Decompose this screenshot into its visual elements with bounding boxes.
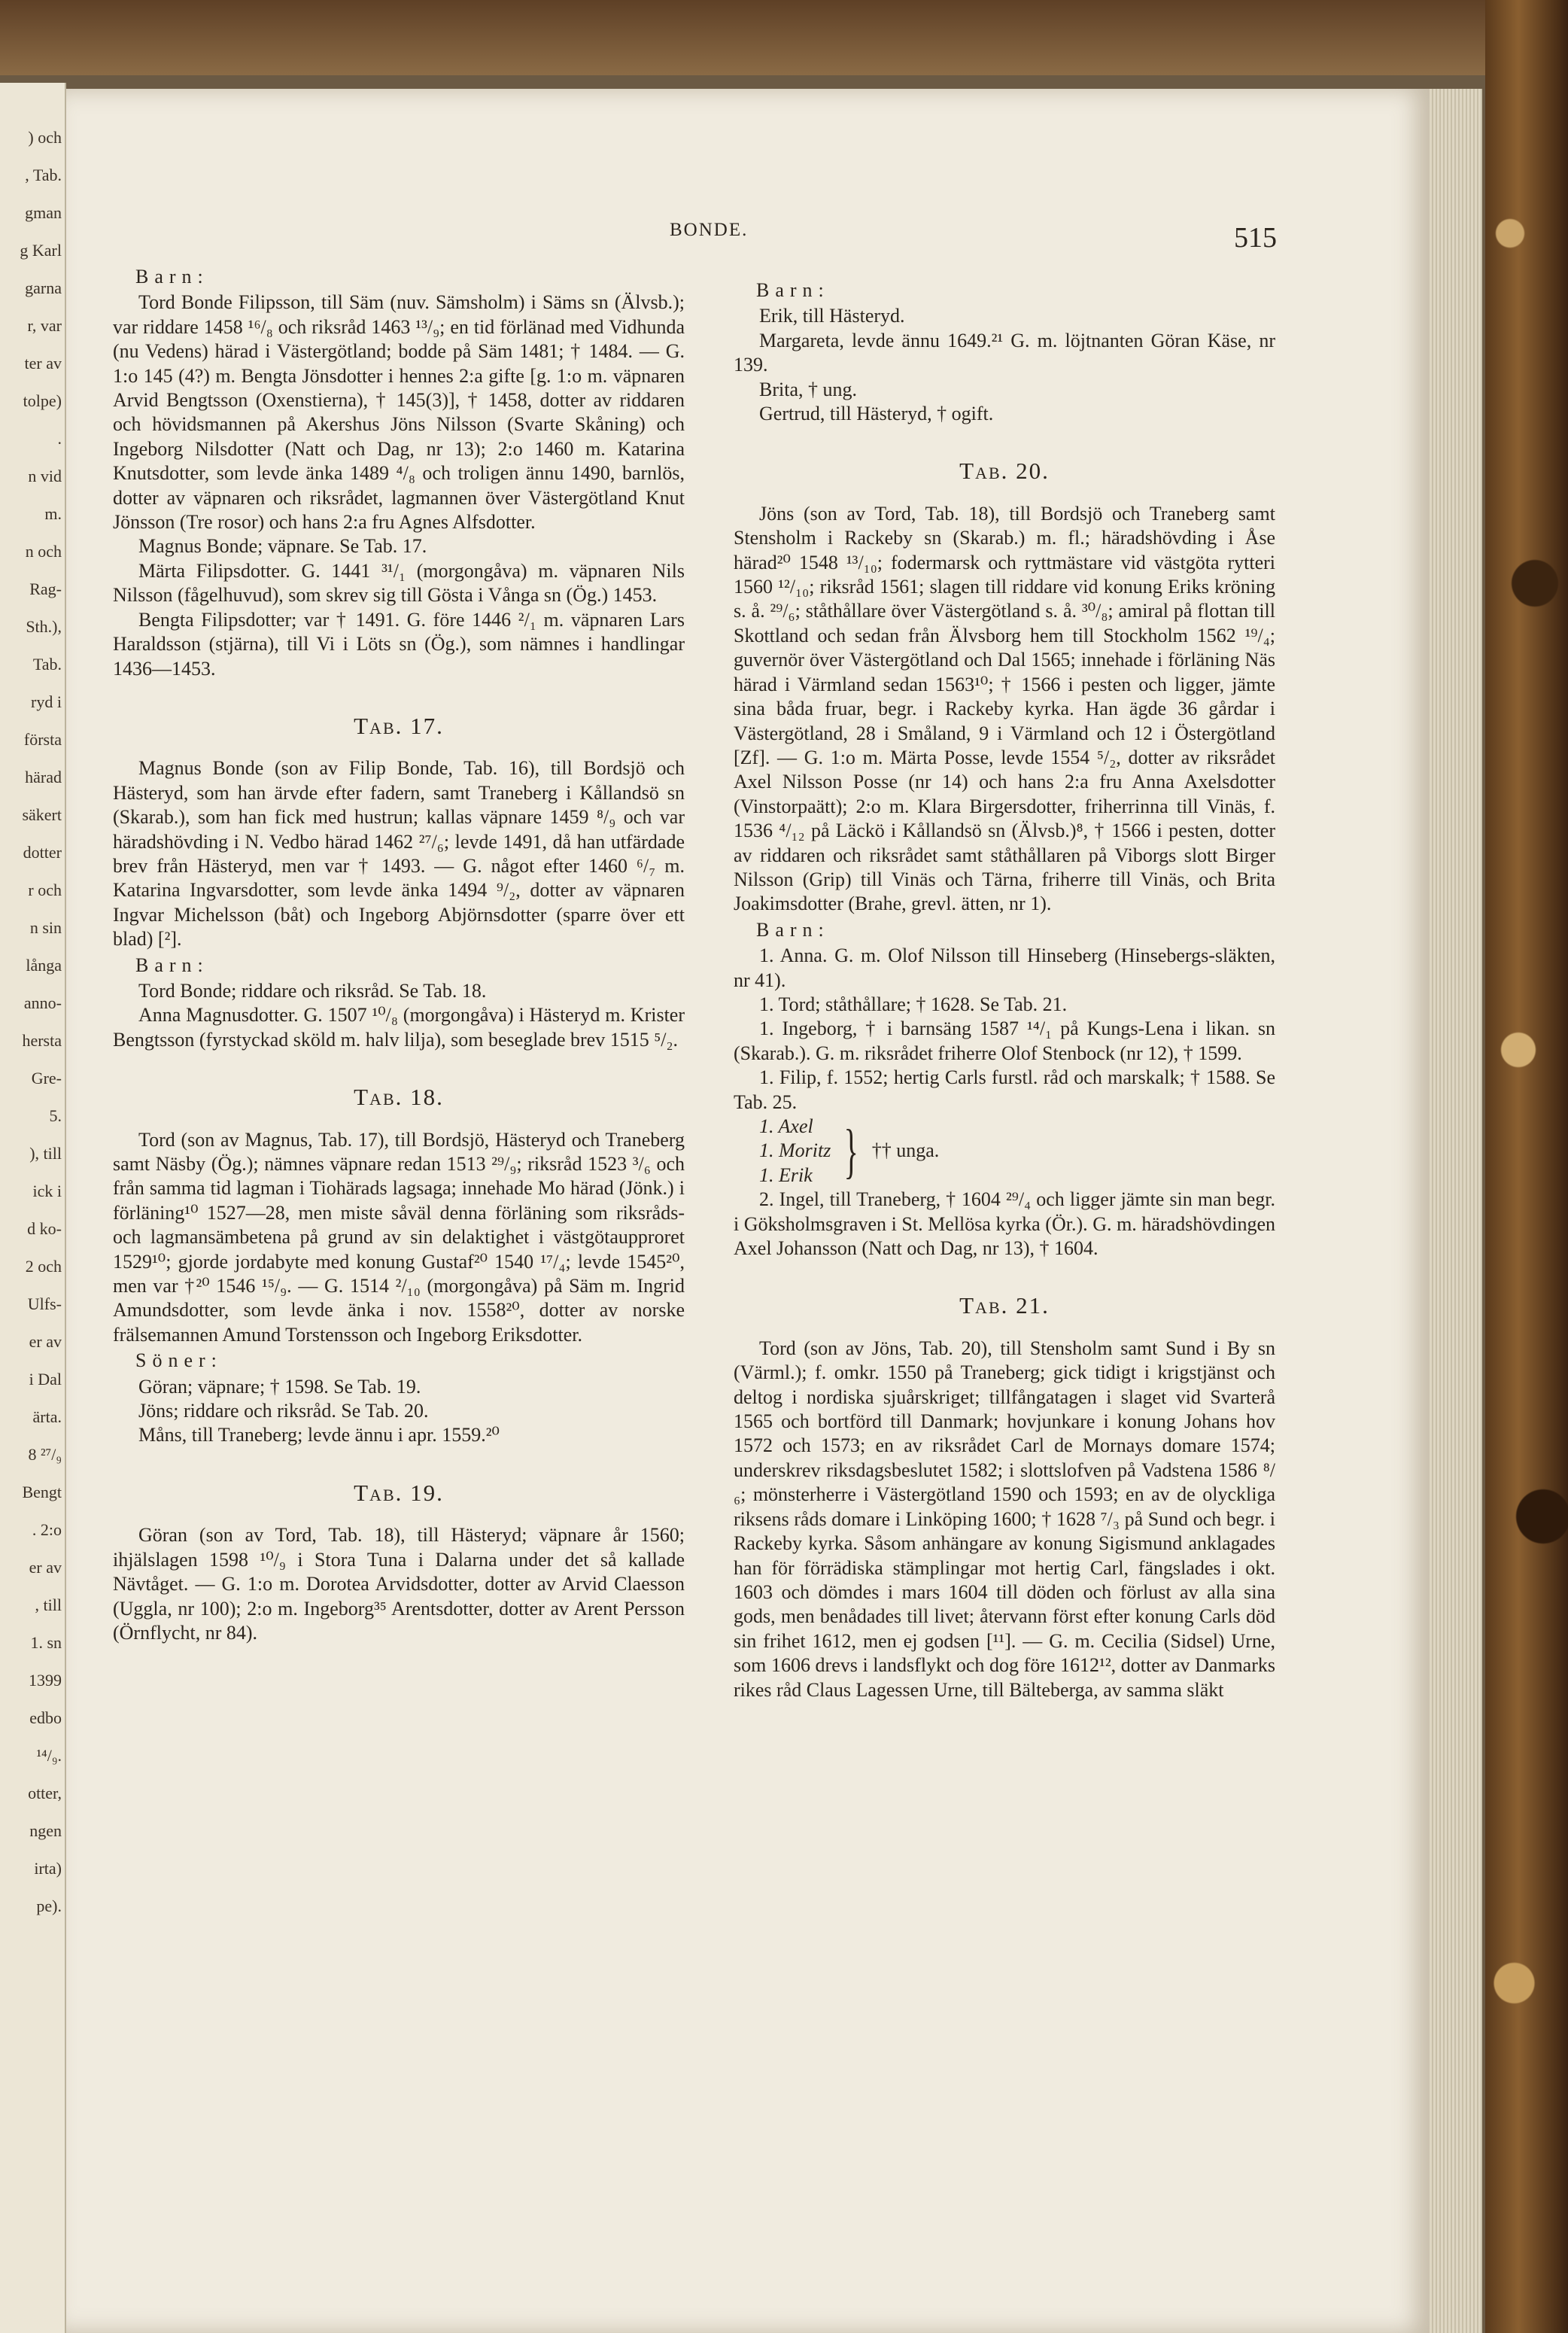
- facing-page-fragment: 1399: [29, 1671, 62, 1690]
- bracket-list: [759, 1115, 831, 1188]
- facing-page-fragment: er av: [29, 1558, 62, 1577]
- entry-paragraph: Jöns (son av Tord, Tab. 18), till Bordsjö och Traneberg samt Stensholm i Rackeby sn (Skarab.) m. fl.; häradshövding i Åse härad²⁰ 1548 ¹³/₁₀; fodermarsk och ryttmästare vid västgöta rytteri 1560 ¹²/₁₀; riksråd 1561; slagen till riddare vid konung Eriks kröning s. å. ²⁹/₆; ståthållare över Västergötland s. å. ³⁰/₈; amiral på flottan till Skottland och sedan från Älvsborg hem till Stockholm 1562 ¹⁹/₄; guvernör över Västergötland och Dal 1565; innehade i förläning Näs härad i Värmland sedan 1563¹⁰; † 1566 i pesten och ligger, jämte sina båda fruar, begr. i Rackeby kyrka. Han ägde 36 gårdar i Västergötland, 28 i Småland, 9 i Värmland och 12 i Östergötland [Zf]. — G. 1:o m. Märta Posse, levde 1554 ⁵/₂, dotter av riksrådet Axel Nilsson Posse (nr 14) och hans 2:a fru Anna Axelsdotter (Vinstorpaätt); 2:o m. Klara Birgersdotter, friherrinna till Vinäs, f. 1536 ⁴/₁₂ på Läckö i Kållandsö sn (Älvsb.)⁸, † 1566 i pesten, dotter av riddaren och riksrådet samt ståthållaren på Viborgs slott Birger Nilsson (Grip) till Vinäs och Tärna, friherre till Vinäs, och Brita Joakimsdotter (Brahe, grevl. ätten, nr 1).: [734, 502, 1275, 915]
- entry-paragraph: Märta Filipsdotter. G. 1441 ³¹/₁ (morgongåva) m. väpnaren Nils Nilsson (fågelhuvud), som skrev sig till Gösta i Vånga sn (Ög.) 1453.: [113, 559, 685, 607]
- facing-page-fragment: er av: [29, 1332, 62, 1351]
- facing-page-fragment: , Tab.: [25, 166, 62, 184]
- entry-paragraph: Tord Bonde; riddare och riksråd. Se Tab. 18.: [138, 979, 487, 1002]
- entry-paragraph: Göran (son av Tord, Tab. 18), till Hästeryd; väpnare år 1560; ihjälslagen 1598 ¹⁰/₉ i Stora Tuna i Dalarna under det så kallade Nävtåget. — G. 1:o m. Dorotea Arvidsdotter, dotter av Arvid Claesson (Uggla, nr 100); 2:o m. Ingeborg³⁵ Arentsdotter, dotter av Arent Persson (Örnflycht, nr 84).: [113, 1524, 685, 1644]
- page-stack-edge: [1430, 89, 1482, 2333]
- facing-page-fragment: ¹⁴/₉.: [36, 1746, 62, 1765]
- entry-paragraph: 1. Filip, f. 1552; hertig Carls furstl. råd och marskalk; † 1588. Se Tab. 25.: [734, 1066, 1275, 1113]
- table-heading: Tab. 21.: [959, 1292, 1050, 1319]
- facing-page-fragment: 8 ²⁷/₉: [28, 1445, 62, 1464]
- facing-page-edge: [0, 83, 66, 2333]
- table-heading: Tab. 20.: [959, 458, 1050, 485]
- facing-page-fragment: dotter: [23, 843, 62, 862]
- entry-paragraph: Magnus Bonde (son av Filip Bonde, Tab. 16), till Bordsjö och Hästeryd, som han ärvde efter fadern, samt Traneberg i Kållandsö sn (Skarab.), som han fick med hustrun; kallas väpnare 1459 ⁸/₉ och var häradshövding i N. Vedbo härad 1462 ²⁷/₆; levde 1491, då han utfärdade brev från Hästeryd, men var † 1493. — G. något efter 1460 ⁶/₇ m. Katarina Ingvarsdotter, som levde änka 1494 ⁹/₂, dotter av väpnaren Ingvar Michelsson (båt) och Ingeborg Abjörnsdotter (sparre över ett blad) [²].: [113, 757, 685, 951]
- entry-paragraph: Gertrud, till Hästeryd, † ogift.: [759, 403, 994, 425]
- facing-page-fragment: ärta.: [32, 1407, 62, 1426]
- facing-page-fragment: hersta: [22, 1031, 62, 1050]
- facing-page-fragment: ick i: [32, 1182, 62, 1200]
- facing-page-fragment: Bengt: [22, 1483, 62, 1501]
- facing-page-fragment: anno-: [23, 993, 62, 1012]
- entry-paragraph: Tord (son av Jöns, Tab. 20), till Stensholm samt Sund i By sn (Värml.); f. omkr. 1550 på Traneberg; gick tidigt i krigstjänst och deltog i nordiska sjuårskriget; tillfångatagen i slaget vid Svarterå 1565 och bortförd till Danmark; hovjunkare i konung Johans hov 1572 och 1573; en av riksrådet Carl de Mornays domare 1574; underskrev riksdagsbeslutet 1582; i slottslofven på Vadstena 1586 ⁸/₆; mönsterherre i Västergötland 1590 och 1593; en av de olyckliga riksens råds domare i Linköping 1600; † 1628 ⁷/₃ på Sund och begr. i Rackeby kyrka. Såsom anhängare av konung Sigismund anklagades han för förrädiska stämplingar mot hertig Carl, fängslades i okt. 1603 och dömdes i mars 1604 till döden och förlust av alla sina gods, men benådades till livet; återvann först efter konung Carls död sin frihet 1612, men ej godsen [¹¹]. — G. m. Cecilia (Sidsel) Urne, som 1606 drevs i landsflykt och dog före 1612¹², dotter av Danmarks rikes råd Claus Lagessen Urne, till Bälteberga, av samma släkt: [734, 1337, 1275, 1701]
- list-item: 1. Erik: [759, 1163, 813, 1186]
- section-subheading: Barn:: [756, 279, 830, 301]
- entry-paragraph: Bengta Filipsdotter; var † 1491. G. före 1446 ²/₁ m. väpnaren Lars Haraldsson (stjärna), till Vi i Löts sn (Ög.), som nämnes i handlingar 1436—1453.: [113, 608, 685, 680]
- running-header: BONDE.: [670, 220, 749, 240]
- page-number: 515: [1234, 222, 1277, 254]
- list-item: 1. Moritz: [759, 1139, 831, 1162]
- facing-page-fragment: Gre-: [31, 1069, 62, 1087]
- book-top-edge: [0, 0, 1568, 75]
- facing-page-fragment: m.: [44, 504, 62, 523]
- facing-page-fragment: .: [57, 429, 62, 448]
- facing-page-fragment: n och: [25, 542, 62, 561]
- entry-paragraph: Jöns; riddare och riksråd. Se Tab. 20.: [138, 1400, 429, 1422]
- facing-page-fragment: d ko-: [27, 1219, 62, 1238]
- entry-paragraph: 1. Tord; ståthållare; † 1628. Se Tab. 21.: [759, 993, 1068, 1015]
- facing-page-fragment: gman: [25, 203, 62, 222]
- entry-paragraph: 1. Ingeborg, † i barnsäng 1587 ¹⁴/₁ på Kungs-Lena i likan. sn (Skarab.). G. m. riksrådet friherre Olof Stenbock (nr 12), † 1599.: [734, 1017, 1275, 1064]
- brace-mark: }: [843, 1118, 859, 1185]
- section-subheading: Barn:: [135, 266, 209, 287]
- facing-page-fragment: 5.: [49, 1106, 62, 1125]
- facing-page-fragment: n vid: [28, 467, 62, 485]
- facing-page-fragment: otter,: [28, 1784, 62, 1802]
- facing-page-fragment: edbo: [29, 1708, 62, 1727]
- facing-page-fragment: tolpe): [23, 391, 62, 410]
- facing-page-fragment: Ulfs-: [27, 1294, 62, 1313]
- facing-page-fragment: , till: [35, 1595, 62, 1614]
- facing-page-fragment: garna: [25, 278, 62, 297]
- list-item: 1. Axel: [759, 1115, 813, 1137]
- facing-page-fragment: långa: [26, 956, 62, 975]
- entry-paragraph: Magnus Bonde; väpnare. Se Tab. 17.: [138, 535, 427, 558]
- facing-page-fragment: säkert: [22, 805, 62, 824]
- facing-page-fragment: i Dal: [29, 1370, 62, 1389]
- facing-page-fragment: Sth.),: [26, 617, 62, 636]
- table-heading: Tab. 17.: [354, 712, 444, 739]
- facing-page-fragment: n sin: [29, 918, 62, 937]
- left-column: [113, 263, 685, 1645]
- facing-page-fragment: g Karl: [20, 241, 62, 260]
- book-binding: [1485, 0, 1568, 2333]
- facing-page-fragment: ryd i: [31, 692, 62, 711]
- section-subheading: Barn:: [135, 954, 209, 976]
- facing-page-fragment: 2 och: [25, 1257, 62, 1276]
- facing-page-fragment: ngen: [29, 1821, 62, 1840]
- bracketed-children: [759, 1115, 1275, 1188]
- facing-page-fragment: . 2:o: [32, 1520, 62, 1539]
- facing-page-fragment: första: [23, 730, 62, 749]
- entry-paragraph: Måns, till Traneberg; levde ännu i apr. 1559.²⁰: [138, 1424, 500, 1446]
- entry-paragraph: Tord Bonde Filipsson, till Säm (nuv. Sämsholm) i Säms sn (Älvsb.); var riddare 1458 ¹⁶/₈ och riksråd 1463 ¹³/₉; en tid förlänad med Vidhunda (nu Vedens) härad i Västergötland; bodde på Säm 1481; † 1484. — G. 1:o 145 (4?) m. Bengta Jönsdotter i hennes 2:a gifte [g. 1:o m. väpnaren Arvid Bengtsson (Oxenstierna), † 145(3)], † 1458, dotter av riddaren och hövidsmannen på Akershus Jöns Nilsson (Svarte Skåning) och Ingeborg Nilsdotter (Natt och Dag, nr 13); 2:o 1460 m. Katarina Knutsdotter, som levde änka 1489 ⁴/₈ och troligen ännu 1490, barnlös, dotter av väpnaren och riksrådet, lagmannen över Västergötland Knut Jönsson (Tre rosor) och hans 2:a fru Agnes Alfsdotter.: [113, 291, 685, 534]
- entry-paragraph: Erik, till Hästeryd.: [759, 305, 905, 327]
- facing-page-fragment: ter av: [24, 354, 62, 373]
- facing-page-fragment: 1. sn: [30, 1633, 62, 1652]
- facing-page-fragment: r och: [28, 881, 62, 899]
- facing-page-fragment: ), till: [29, 1144, 62, 1163]
- entry-paragraph: Margareta, levde ännu 1649.²¹ G. m. löjtnanten Göran Käse, nr 139.: [734, 329, 1275, 376]
- right-column: [734, 277, 1275, 1702]
- table-heading: Tab. 19.: [354, 1479, 444, 1506]
- entry-paragraph: Anna Magnusdotter. G. 1507 ¹⁰/₈ (morgongåva) i Hästeryd m. Krister Bengtsson (fyrstyckad sköld m. halv lilja), som beseglade brev 1515 ⁵/₂.: [113, 1004, 685, 1051]
- facing-page-fragment: pe).: [36, 1897, 62, 1915]
- entry-paragraph: Göran; väpnare; † 1598. Se Tab. 19.: [138, 1375, 421, 1398]
- section-subheading: Barn:: [756, 918, 830, 941]
- facing-page-fragment: r, var: [27, 316, 62, 335]
- facing-page-fragment: ) och: [28, 128, 62, 147]
- table-heading: Tab. 18.: [354, 1084, 444, 1111]
- bracket-note: †† unga.: [871, 1139, 940, 1162]
- entry-paragraph: Brita, † ung.: [759, 378, 857, 400]
- facing-page-fragment: härad: [25, 768, 62, 786]
- entry-paragraph: Tord (son av Magnus, Tab. 17), till Bordsjö, Hästeryd och Traneberg samt Näsby (Ög.); nämnes väpnare redan 1513 ²⁹/₉; riksråd 1523 ³/₆ och från samma tid lagman i Tiohärads lagsaga; innehade Mo härad (Jönk.) i förläning¹⁰ 1527—28, men miste såväl denna förläning som riksråds- och lagmansämbetena på grund av sin delaktighet i västgötaupproret 1529¹⁰; gjorde jordabyte med konung Gustaf²⁰ 1540 ¹⁷/₄; levde 1545²⁰, men var †²⁰ 1546 ¹⁵/₉. — G. 1514 ²/₁₀ (morgongåva) på Säm m. Ingrid Amundsdotter, som levde änka i nov. 1558²⁰, dotter av norske frälsemannen Amund Torstensson och Ingeborg Eriksdotter.: [113, 1128, 685, 1346]
- section-subheading: Söner:: [135, 1349, 223, 1372]
- facing-page-fragment: Tab.: [32, 655, 62, 674]
- facing-page-fragment: Rag-: [29, 579, 62, 598]
- entry-paragraph: 1. Anna. G. m. Olof Nilsson till Hinseberg (Hinsebergs-släkten, nr 41).: [734, 944, 1275, 991]
- facing-page-fragment: irta): [34, 1859, 62, 1878]
- entry-paragraph: 2. Ingel, till Traneberg, † 1604 ²⁹/₄ och ligger jämte sin man begr. i Göksholmsgraven i St. Mellösa kyrka (Ör.). G. m. häradshövdingen Axel Johansson (Natt och Dag, nr 13), † 1604.: [734, 1188, 1275, 1260]
